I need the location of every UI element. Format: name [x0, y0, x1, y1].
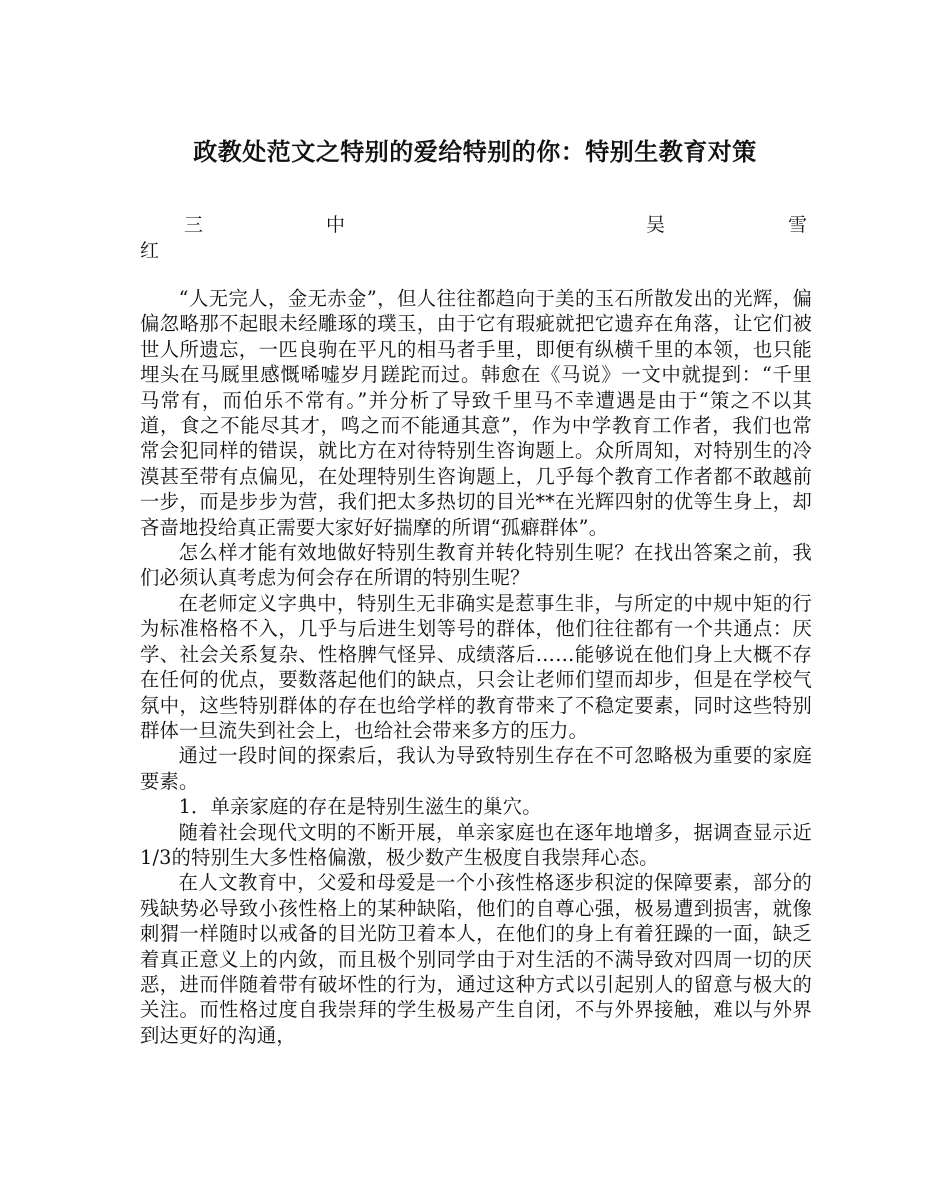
author-school-char: 中 — [326, 214, 346, 236]
body-paragraph: “人无完人，金无赤金”，但人往往都趋向于美的玉石所散发出的光辉，偏偏忽略那不起眼未经雕琢的璞玉，由于它有瑕疵就把它遗弃在角落，让它们被世人所遗忘，一匹良驹在平凡的相马者手里，即便有纵横千里的本领，也只能埋头在马厩里感慨唏嘘岁月蹉跎而过。韩愈在《马说》一文中就提到：“千里马常有，而伯乐不常有。”并分析了导致千里马不幸遭遇是由于“策之不以其道，食之不能尽其才，鸣之而不能通其意”，作为中学教育工作者，我们也常常会犯同样的错误，就比方在对待特别生咨询题上。众所周知，对特别生的冷漠甚至带有点偏见，在处理特别生咨询题上，几乎每个教育工作者都不敢越前一步，而是步步为营，我们把太多热切的目光**在光辉四射的优等生身上，却吝啬地投给真正需要大家好好揣摩的所谓“孤癖群体”。 — [140, 287, 812, 539]
body-paragraph: 在老师定义字典中，特别生无非确实是惹事生非，与所定的中规中矩的行为标准格格不入，几乎与后进生划等号的群体，他们往往都有一个共通点：厌学、社会关系复杂、性格脾气怪异、成绩落后……能够说在他们身上大概不存在任何的优点，要数落起他们的缺点，只会让老师们望而却步，但是在学校气氛中，这些特别群体的存在也给学样的教育带来了不稳定要素，同时这些特别群体一旦流失到社会上，也给社会带来多方的压力。 — [140, 591, 812, 742]
body-paragraph: 怎么样才能有效地做好特别生教育并转化特别生呢？在找出答案之前，我们必须认真考虑为何会存在所谓的特别生呢？ — [140, 541, 812, 590]
author-name-char: 红 — [140, 240, 160, 262]
body-paragraph: 通过一段时间的探索后，我认为导致特别生存在不可忽略极为重要的家庭要素。 — [140, 744, 812, 793]
author-school-char: 三 — [184, 214, 204, 236]
author-line — [140, 212, 812, 264]
document-title: 政教处范文之特别的爱给特别的你：特别生教育对策 — [193, 137, 757, 166]
body-paragraph: 1．单亲家庭的存在是特别生滋生的巢穴。 — [178, 795, 542, 819]
author-name-char: 雪 — [788, 214, 808, 236]
body-paragraph: 在人文教育中，父爱和母爱是一个小孩性格逐步积淀的保障要素，部分的残缺势必导致小孩性格上的某种缺陷，他们的自尊心强，极易遭到损害，就像刺猬一样随时以戒备的目光防卫着本人，在他们的身上有着狂躁的一面，缺乏着真正意义上的内敛，而且极个别同学由于对生活的不满导致对四周一切的厌恶，进而伴随着带有破坏性的行为，通过这种方式以引起别人的留意与极大的关注。而性格过度自我崇拜的学生极易产生自闭，不与外界接触，难以与外界到达更好的沟通， — [140, 871, 812, 1047]
document-body — [140, 286, 812, 1048]
author-name-char: 吴 — [646, 214, 666, 236]
body-paragraph: 随着社会现代文明的不断开展，单亲家庭也在逐年地增多，据调查显示近1/3的特别生大多性格偏激，极少数产生极度自我崇拜心态。 — [140, 820, 812, 869]
